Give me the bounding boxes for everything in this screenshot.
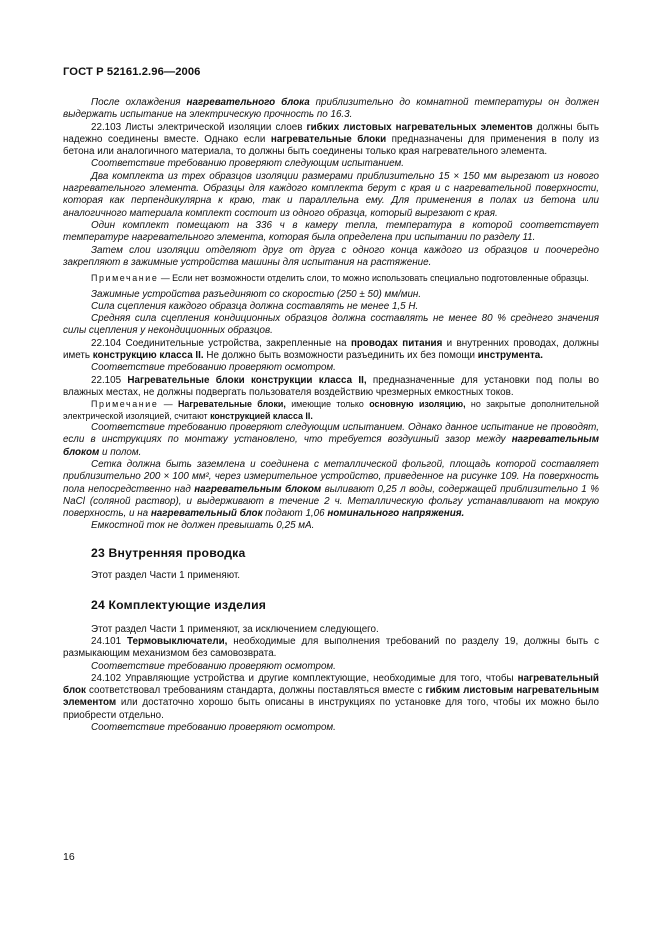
paragraph: Сетка должна быть заземлена и соединена с металлической фольгой, площадь которой составляет приблизительно 200 × 100 мм², через измерительное устройство, приведенное на рисунке 109. На поверхность пола непосредственно над нагревательным блоком выливают 0,25 л воды, содержащей приблизительно 1 % NaCl (соляной раствор), и выдерживают в течение 2 ч. Металлическую фольгу устанавливают на мокрую поверхность, и на нагревательный блок подают 1,06 номинального напряжения. — [63, 458, 599, 520]
compliance-statement: Соответствие требованию проверяют следующим испытанием. — [91, 158, 404, 170]
paragraph: Сила сцепления каждого образца должна составлять не менее 1,5 Н. — [91, 300, 419, 312]
paragraph: Два комплекта из трех образцов изоляции размерами приблизительно 15 × 150 мм вырезают из нового нагревательного элемента. Образцы для каждого комплекта берут с края и с нагревательной поверхности, которая как перпендикулярна к краю, так и параллельна ему. Для применения в полах из бетона или аналогичного материала комплект состоит из одного образца, который вырезают с края. — [63, 170, 599, 219]
paragraph: Зажимные устройства разъединяют со скоростью (250 ± 50) мм/мин. — [91, 288, 422, 300]
clause-24-101: 24.101 Термовыключатели, необходимые для выполнения требований по разделу 19, должны быть с размыкающим механизмом без самовозврата. — [63, 635, 599, 660]
paragraph: Этот раздел Части 1 применяют, за исключением следующего. — [91, 623, 379, 635]
paragraph: Соответствие требованию проверяют следующим испытанием. Однако данное испытание не проводят, если в инструкциях по монтажу установлено, что требуется воздушный зазор между нагревательным блоком и полом. — [63, 422, 599, 458]
paragraph: Средняя сила сцепления кондиционных образцов должна составлять не менее 80 % среднего значения силы сцепления у некондиционных образцов. — [63, 313, 599, 337]
section-heading-24: 24 Комплектующие изделия — [91, 598, 267, 613]
paragraph: Емкостной ток не должен превышать 0,25 мА. — [91, 520, 315, 532]
document-header: ГОСТ Р 52161.2.96—2006 — [63, 66, 201, 78]
clause-22-105: 22.105 Нагревательные блоки конструкции класса II, предназначенные для установки под полы во влажных местах, не должны подвергать пользователя воздействию чрезмерных емкостных токов. — [63, 374, 599, 398]
clause-22-104: 22.104 Соединительные устройства, закрепленные на проводах питания и внутренних проводах, должны иметь конструкцию класса II. Не должно быть возможности разъединить их без помощи инструмента. — [63, 337, 599, 362]
compliance-statement: Соответствие требованию проверяют осмотром. — [91, 721, 336, 733]
clause-24-102: 24.102 Управляющие устройства и другие комплектующие, необходимые для того, чтобы нагревательный блок соответствовал требованиям стандарта, должны поставляться вместе с гибким листовым нагревательным элементом или достаточно хорошо быть описаны в инструкциях по установке для того, чтобы их можно было приобрести отдельно. — [63, 672, 599, 721]
page-number: 16 — [63, 851, 75, 863]
note: Примечание — Если нет возможности отделить слои, то можно использовать специально подготовленные образцы. — [91, 273, 589, 284]
paragraph: Один комплект помещают на 336 ч в камеру тепла, температура в которой соответствует температуре нагревательного элемента, которая была определена при испытании по разделу 11. — [63, 219, 599, 244]
section-heading-23: 23 Внутренняя проводка — [91, 545, 246, 560]
page-content — [63, 97, 599, 734]
compliance-statement: Соответствие требованию проверяют осмотром. — [91, 362, 336, 374]
note: Примечание — Нагревательные блоки, имеющие только основную изоляцию, но закрытые дополнительной электрической изоляцией, считают конструкцией класса II. — [63, 399, 599, 421]
paragraph: Затем слои изоляции отделяют друг от друга с одного конца каждого из образцов и поочередно закрепляют в зажимные устройства машины для испытания на растяжение. — [63, 244, 599, 268]
paragraph: Этот раздел Части 1 применяют. — [91, 570, 241, 582]
clause-22-103: 22.103 Листы электрической изоляции слоев гибких листовых нагревательных элементов должны быть надежно соединены вместе. Однако если нагревательные блоки предназначены для применения в полу из бетона или аналогичного материала, то должны быть соединены только края нагревательного элемента. — [63, 121, 599, 158]
paragraph: После охлаждения нагревательного блока приблизительно до комнатной температуры он должен выдержать испытание на электрическую прочность по 16.3. — [63, 97, 599, 121]
compliance-statement: Соответствие требованию проверяют осмотром. — [91, 660, 336, 672]
